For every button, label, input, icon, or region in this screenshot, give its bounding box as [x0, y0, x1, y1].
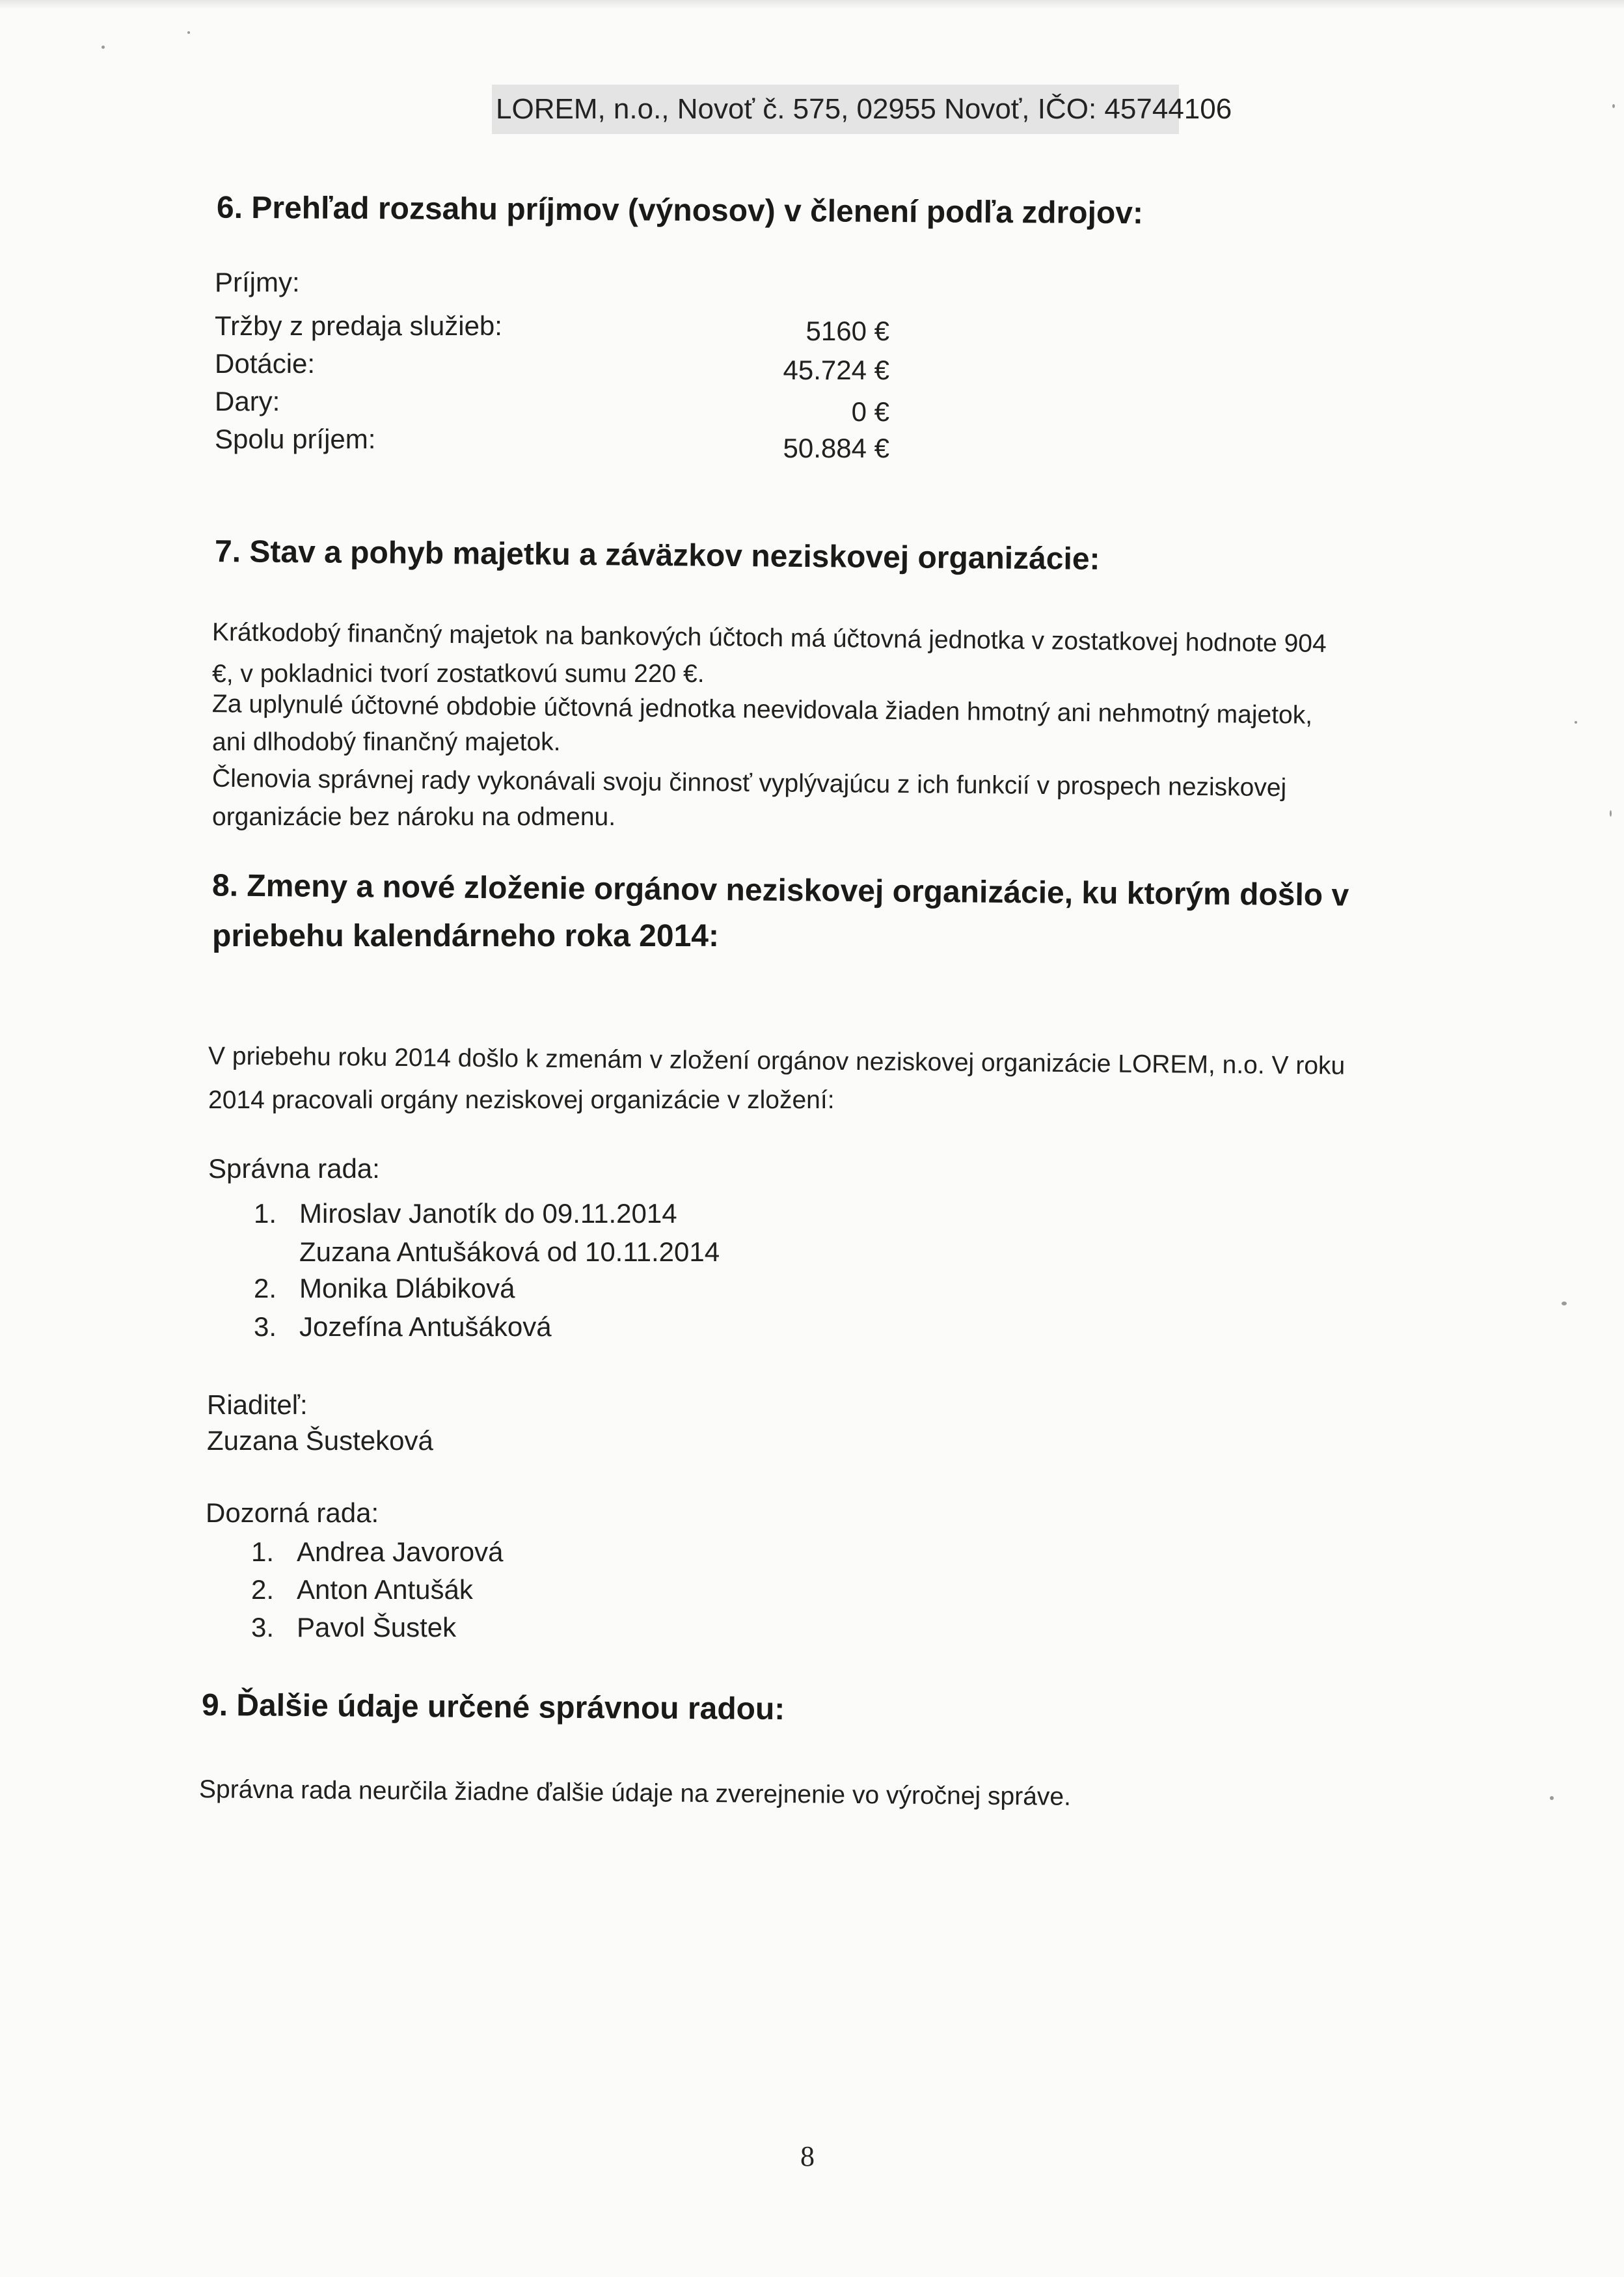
member-name: Monika Dlábiková [299, 1273, 515, 1303]
list-item [254, 1195, 677, 1233]
director-name: Zuzana Šusteková [207, 1425, 433, 1456]
list-item [251, 1571, 473, 1609]
section-8-intro-line: V priebehu roku 2014 došlo k zmenám v zložení orgánov neziskovej organizácie LOREM, n.o. V roku [208, 1042, 1346, 1080]
list-number: 2. [254, 1273, 277, 1303]
member-name: Andrea Javorová [297, 1536, 504, 1567]
list-item [251, 1533, 504, 1571]
income-row-label: Dotácie: [215, 348, 316, 379]
scan-speck [187, 31, 190, 34]
member-name: Zuzana Antušáková od 10.11.2014 [299, 1236, 720, 1267]
page-header: LOREM, n.o., Novoť č. 575, 02955 Novoť, IČO: 45744106 [492, 85, 1179, 134]
section-7-paragraph-line: Krátkodobý finančný majetok na bankových účtoch má účtovná jednotka v zostatkovej hodnote 904 [211, 618, 1327, 658]
member-name: Anton Antušák [297, 1574, 473, 1605]
member-name: Pavol Šustek [297, 1612, 457, 1643]
scan-speck [102, 46, 105, 49]
section-7-paragraph-line: Za uplynulé účtovné obdobie účtovná jednotka neevidovala žiaden hmotný ani nehmotný majetok, [211, 690, 1313, 729]
scan-speck [1562, 1302, 1567, 1305]
director-title: Riaditeľ: [207, 1389, 308, 1420]
list-item [254, 1308, 552, 1346]
section-6-heading: 6. Prehľad rozsahu príjmov (výnosov) v členení podľa zdrojov: [216, 190, 1144, 231]
income-total-amount: 50.884 € [783, 433, 889, 463]
income-row-label: Tržby z predaja služieb: [215, 310, 502, 341]
board-title: Správna rada: [208, 1153, 380, 1184]
section-8-heading: priebehu kalendárneho roka 2014: [212, 919, 719, 953]
section-9-text: Správna rada neurčila žiadne ďalšie údaje na zverejnenie vo výročnej správe. [198, 1775, 1072, 1811]
income-row-label: Dary: [215, 386, 280, 416]
income-caption: Príjmy: [215, 267, 300, 297]
page-number: 8 [800, 2140, 815, 2172]
section-7-paragraph-line: ani dlhodobý finančný majetok. [212, 728, 561, 756]
income-row-amount: 5160 € [805, 316, 889, 346]
section-7-heading: 7. Stav a pohyb majetku a záväzkov neziskovej organizácie: [214, 534, 1100, 577]
section-7-paragraph-line: Členovia správnej rady vykonávali svoju činnosť vyplývajúcu z ich funkcií v prospech neziskovej [211, 764, 1287, 802]
list-number: 1. [254, 1198, 277, 1229]
list-number: 2. [251, 1574, 275, 1605]
scan-speck [1550, 1796, 1554, 1800]
scan-speck [1610, 810, 1612, 817]
list-item [251, 1609, 456, 1646]
income-total-label: Spolu príjem: [215, 424, 376, 454]
list-item [254, 1270, 515, 1307]
section-9-heading: 9. Ďalšie údaje určené správnou radou: [201, 1687, 785, 1727]
scan-speck [1612, 104, 1615, 108]
section-7-paragraph-line: €, v pokladnici tvorí zostatkovú sumu 220 €. [212, 660, 705, 688]
income-row-amount: 45.724 € [783, 355, 889, 385]
list-number: 3. [254, 1311, 277, 1342]
income-row-amount: 0 € [851, 396, 889, 427]
scan-speck [1575, 721, 1577, 724]
list-number: 3. [251, 1612, 275, 1643]
section-8-intro-line: 2014 pracovali orgány neziskovej organizácie v zložení: [208, 1086, 835, 1114]
member-name: Miroslav Janotík do 09.11.2014 [299, 1198, 677, 1229]
supervisory-title: Dozorná rada: [206, 1497, 379, 1528]
list-number: 1. [251, 1536, 275, 1567]
list-item [254, 1233, 720, 1271]
member-name: Jozefína Antušáková [299, 1311, 552, 1342]
section-8-heading: 8. Zmeny a nové zloženie orgánov neziskovej organizácie, ku ktorým došlo v [211, 868, 1349, 913]
scan-edge [0, 0, 1624, 9]
section-7-paragraph-line: organizácie bez nároku na odmenu. [212, 803, 616, 831]
